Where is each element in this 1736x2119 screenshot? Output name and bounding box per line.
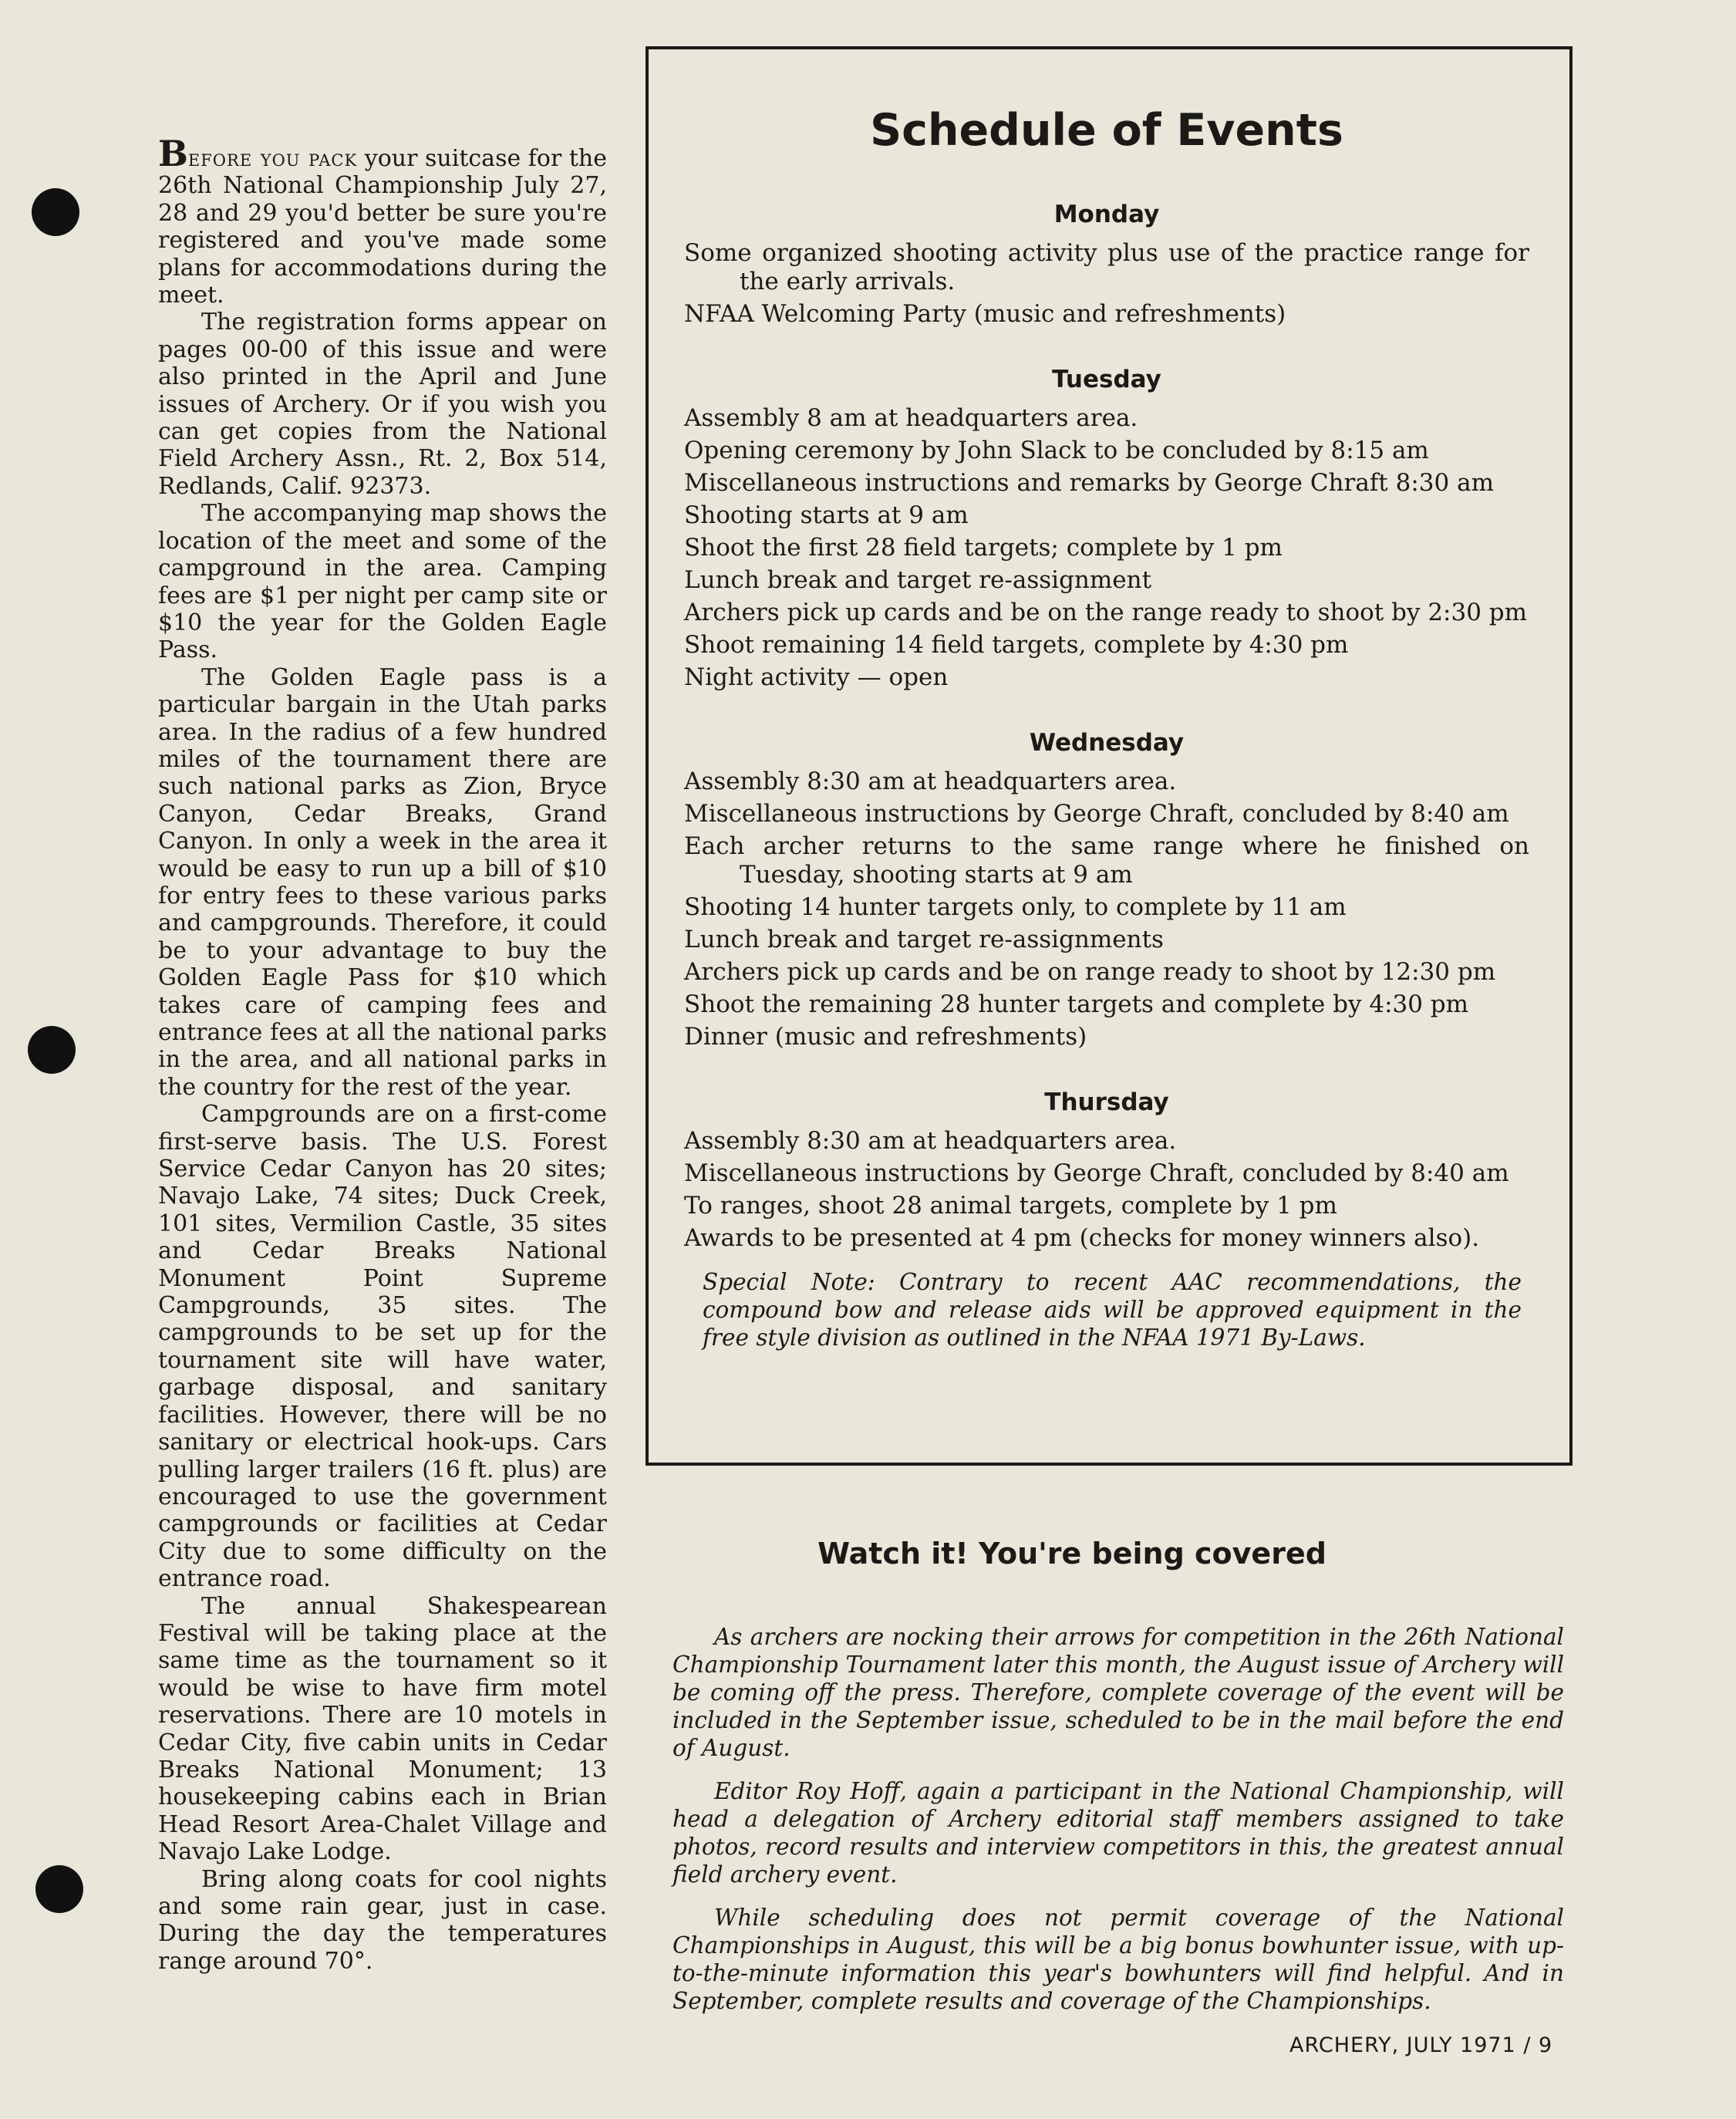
article-paragraph — [158, 133, 607, 309]
schedule-item: Shooting starts at 9 am — [684, 501, 969, 529]
schedule-item: Shoot remaining 14 field targets, complete by 4:30 pm — [684, 631, 1349, 659]
schedule-list-tuesday — [684, 404, 1529, 692]
schedule-item: Assembly 8:30 am at headquarters area. — [684, 1127, 1177, 1155]
watch-paragraph: As archers are nocking their arrows for competition in the 26th National Championship Tournament later this month, the August issue of Archery will be coming off the press. Therefore, complete coverage of the event will be included in the September issue, scheduled to be in the mail before the end of August. — [672, 1624, 1564, 1761]
article-paragraph: Campgrounds are on a first-come first-serve basis. The U.S. Forest Service Cedar Canyon has 20 sites; Navajo Lake, 74 sites; Duck Creek, 101 sites, Vermilion Castle, 35 sites and Cedar Breaks National Monument Point Supreme Campgrounds, 35 sites. The campgrounds to be set up for the tournament site will have water, garbage disposal, and sanitary facilities. However, there will be no sanitary or electrical hook-ups. Cars pulling larger trailers (16 ft. plus) are encouraged to use the government campgrounds or facilities at Cedar City due to some difficulty on the entrance road. — [158, 1101, 607, 1593]
article-paragraph: The registration forms appear on pages 00-00 of this issue and were also printed in the April and June issues of Archery. Or if you wish you can get copies from the National Field Archery Assn., Rt. 2, Box 514, Redlands, Calif. 92373. — [158, 309, 607, 500]
schedule-item: Miscellaneous instructions by George Chraft, concluded by 8:40 am — [684, 1159, 1509, 1187]
schedule-item: Miscellaneous instructions and remarks by George Chraft 8:30 am — [684, 469, 1494, 497]
lead-in: efore you pack — [187, 145, 358, 172]
schedule-item: Miscellaneous instructions by George Chraft, concluded by 8:40 am — [684, 800, 1509, 828]
schedule-item: Archers pick up cards and be on the range ready to shoot by 2:30 pm — [684, 599, 1528, 626]
schedule-item: Lunch break and target re-assignment — [684, 566, 1152, 594]
watch-paragraph: Editor Roy Hoff, again a participant in the National Championship, will head a delegation of Archery editorial staff members assigned to take photos, record results and interview competitors in this, the greatest annual field archery event. — [672, 1778, 1564, 1888]
binder-hole-bottom — [35, 1865, 83, 1913]
schedule-item: Assembly 8:30 am at headquarters area. — [684, 768, 1177, 795]
special-note: Special Note: Contrary to recent AAC recommendations, the compound bow and release aids will be approved equipment in the free style division as outlined in the NFAA 1971 By-Laws. — [703, 1269, 1522, 1351]
schedule-item: Awards to be presented at 4 pm (checks for money winners also). — [684, 1224, 1480, 1252]
schedule-item: Each archer returns to the same range where he finished on Tuesday, shooting starts at 9 am — [684, 832, 1529, 889]
schedule-item: Assembly 8 am at headquarters area. — [684, 404, 1138, 432]
schedule-box — [646, 46, 1573, 1466]
page-footer: ARCHERY, JULY 1971 / 9 — [1289, 2033, 1553, 2057]
article-paragraph: The annual Shakespearean Festival will be taking place at the same time as the tournament so it would be wise to have firm motel reservations. There are 10 motels in Cedar City, five cabin units in Cedar Breaks National Monument; 13 housekeeping cabins each in Brian Head Resort Area-Chalet Village and Navajo Lake Lodge. — [158, 1592, 607, 1866]
schedule-title: Schedule of Events — [870, 105, 1343, 156]
day-heading-tuesday: Tuesday — [1052, 366, 1161, 393]
schedule-item: Night activity — open — [684, 663, 949, 691]
schedule-item: Opening ceremony by John Slack to be concluded by 8:15 am — [684, 437, 1429, 464]
schedule-item: Lunch break and target re-assignments — [684, 926, 1164, 953]
watch-paragraph: While scheduling does not permit coverage of the National Championships in August, this will be a big bonus bowhunter issue, with up-to-the-minute information this year's bowhunters will find helpful. And in September, complete results and coverage of the Championships. — [672, 1905, 1564, 2014]
drop-cap: B — [158, 133, 188, 174]
schedule-item: Archers pick up cards and be on range ready to shoot by 12:30 pm — [684, 958, 1496, 986]
day-heading-wednesday: Wednesday — [1029, 729, 1185, 757]
schedule-list-wednesday — [684, 768, 1529, 1051]
schedule-item: Dinner (music and refreshments) — [684, 1023, 1087, 1051]
watch-heading: Watch it! You're being covered — [817, 1537, 1326, 1571]
paragraph-text: your suitcase for the 26th National Championship July 27, 28 and 29 you'd better be sure you're registered and you've made some plans for accommodations during the meet. — [158, 145, 607, 309]
schedule-item: Shooting 14 hunter targets only, to complete by 11 am — [684, 893, 1347, 921]
watch-article — [672, 1623, 1564, 2030]
article-paragraph: Bring along coats for cool nights and some rain gear, just in case. During the day the temperatures range around 70°. — [158, 1865, 607, 1975]
schedule-list-thursday — [684, 1127, 1529, 1253]
article-paragraph: The accompanying map shows the location of the meet and some of the campground in the area. Camping fees are $1 per night per camp site or $10 the year for the Golden Eagle Pass. — [158, 500, 607, 664]
article-column — [158, 133, 607, 1975]
schedule-item: Some organized shooting activity plus use of the practice range for the early arrivals. — [684, 239, 1529, 295]
schedule-item: NFAA Welcoming Party (music and refreshments) — [684, 300, 1286, 328]
schedule-list-monday — [684, 239, 1529, 329]
binder-hole-middle — [28, 1026, 76, 1074]
binder-hole-top — [32, 188, 79, 236]
schedule-item: Shoot the remaining 28 hunter targets and complete by 4:30 pm — [684, 990, 1469, 1018]
day-heading-monday: Monday — [1053, 201, 1160, 228]
day-heading-thursday: Thursday — [1044, 1088, 1169, 1116]
schedule-item: To ranges, shoot 28 animal targets, complete by 1 pm — [684, 1192, 1337, 1220]
schedule-item: Shoot the first 28 field targets; complete by 1 pm — [684, 534, 1283, 562]
article-paragraph: The Golden Eagle pass is a particular bargain in the Utah parks area. In the radius of a few hundred miles of the tournament there are such national parks as Zion, Bryce Canyon, Cedar Breaks, Grand Canyon. In only a week in the area it would be easy to run up a bill of $10 for entry fees to these various parks and campgrounds. Therefore, it could be to your advantage to buy the Golden Eagle Pass for $10 which takes care of camping fees and entrance fees at all the national parks in the area, and all national parks in the country for the rest of the year. — [158, 663, 607, 1101]
